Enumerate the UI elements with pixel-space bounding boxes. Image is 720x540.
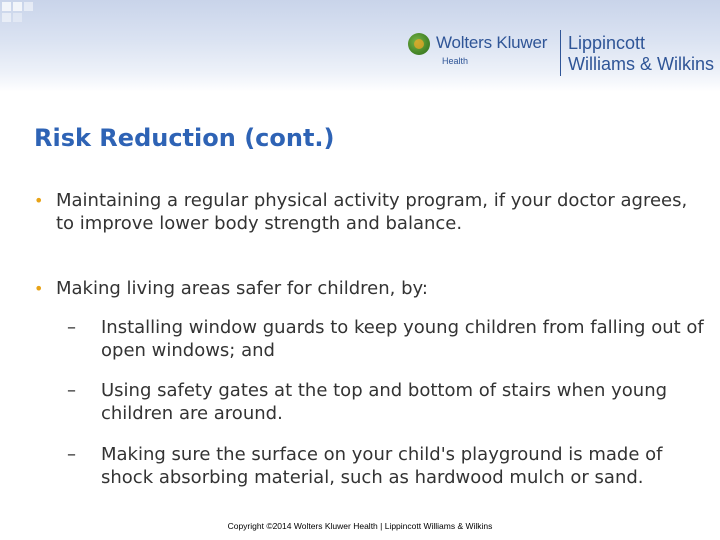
logo-wolters-kluwer: Wolters Kluwer	[436, 33, 548, 52]
slide-title: Risk Reduction (cont.)	[34, 124, 335, 152]
publisher-logo	[408, 30, 718, 80]
dash-marker: –	[67, 444, 76, 465]
bullet-text: Making living areas safer for children, by:	[56, 278, 428, 299]
bullet-item	[34, 189, 706, 235]
logo-health: Health	[442, 56, 469, 66]
bullet-text: Maintaining a regular physical activity program, if your doctor agrees, to improve lower body strength and balance.	[56, 190, 688, 234]
bullet-marker: •	[34, 279, 44, 298]
sub-bullet-item	[67, 443, 711, 489]
dash-marker: –	[67, 380, 76, 401]
logo-williams-wilkins: Williams & Wilkins	[568, 54, 714, 74]
sub-bullet-text: Making sure the surface on your child's playground is made of shock absorbing material, such as hardwood mulch or sand.	[101, 444, 663, 488]
sub-bullet-item	[67, 316, 711, 362]
globe-icon	[408, 33, 430, 55]
bullet-item	[34, 277, 706, 300]
logo-divider	[560, 30, 561, 76]
corner-decoration	[0, 0, 60, 24]
sub-bullet-item	[67, 379, 711, 425]
bullet-marker: •	[34, 191, 44, 210]
dash-marker: –	[67, 317, 76, 338]
logo-lippincott: Lippincott	[568, 33, 646, 53]
sub-bullet-text: Using safety gates at the top and bottom of stairs when young children are around.	[101, 380, 668, 424]
copyright-footer: Copyright ©2014 Wolters Kluwer Health | Lippincott Williams & Wilkins	[227, 521, 493, 531]
sub-bullet-text: Installing window guards to keep young children from falling out of open windows; and	[101, 317, 704, 361]
header-band	[0, 0, 720, 92]
